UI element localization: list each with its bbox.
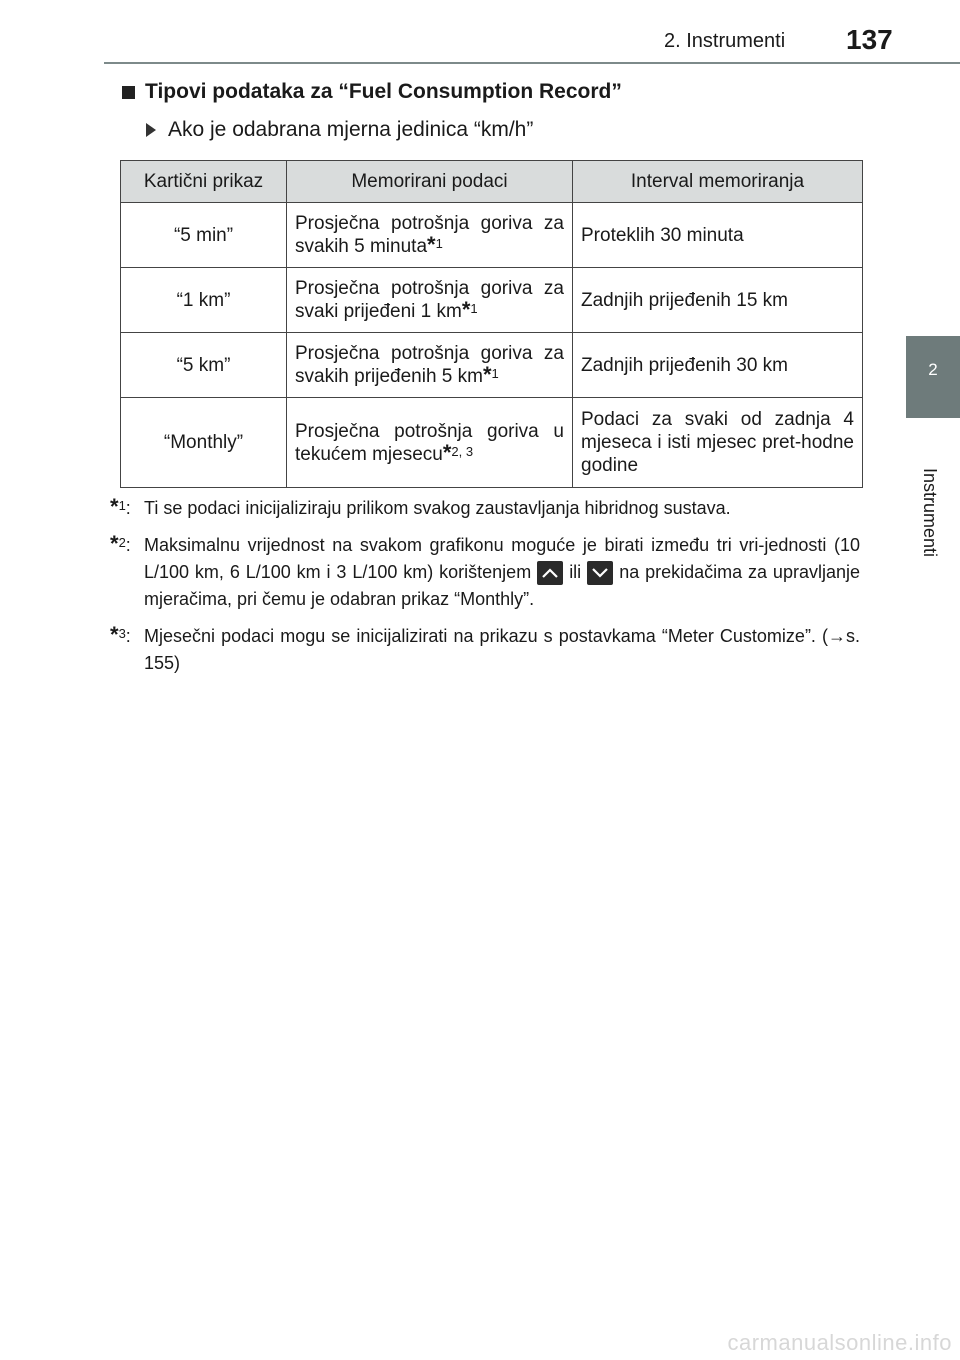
display-cell: “1 km” xyxy=(121,268,287,333)
footnote xyxy=(110,623,860,677)
subsection-heading-text: Ako je odabrana mjerna jedinica “km/h” xyxy=(168,118,534,141)
display-cell: “5 min” xyxy=(121,203,287,268)
table-row xyxy=(121,203,863,268)
table-row xyxy=(121,398,863,488)
stored-data-text: Prosječna potrošnja goriva za svakih 5 minuta xyxy=(295,213,564,257)
footnote-ref: 1 xyxy=(470,301,478,316)
footnote-ref: 1 xyxy=(435,236,443,251)
table-row xyxy=(121,333,863,398)
chapter-tab-label xyxy=(904,468,958,558)
footnote-asterisk: * xyxy=(427,232,436,257)
footnote xyxy=(110,495,860,522)
stored-data-text: Prosječna potrošnja goriva u tekućem mjesecu xyxy=(295,420,564,465)
stored-data-text: Prosječna potrošnja goriva za svaki prijeđeni 1 km xyxy=(295,278,564,322)
stored-data-cell xyxy=(287,203,573,268)
watermark-text[interactable]: carmanualsonline.info xyxy=(727,1330,952,1355)
stored-data-text: Prosječna potrošnja goriva za svakih prijeđenih 5 km xyxy=(295,343,564,387)
section-heading-text: Tipovi podataka za “Fuel Consumption Record” xyxy=(145,80,622,103)
footnote-asterisk: * xyxy=(482,362,492,387)
footer xyxy=(0,1330,960,1360)
column-header: Memorirani podaci xyxy=(287,161,573,203)
chapter-tab-label-text: Instrumenti xyxy=(920,468,940,558)
interval-cell: Zadnjih prijeđenih 30 km xyxy=(573,333,863,398)
column-header: Kartični prikaz xyxy=(121,161,287,203)
footnote-marker: *$^3$: xyxy=(110,622,131,647)
footnote-asterisk: * xyxy=(442,439,452,465)
display-cell: “5 km” xyxy=(121,333,287,398)
footnote-ref: 2, 3 xyxy=(451,443,474,459)
footnote-text: Ti se podaci inicijaliziraju prilikom svakog zaustavljanja hibridnog sustava. xyxy=(144,498,731,518)
footnote-ref: 1 xyxy=(491,366,499,381)
column-header: Interval memoriranja xyxy=(573,161,863,203)
triangle-bullet-icon xyxy=(146,123,156,137)
subsection-heading xyxy=(146,118,533,142)
interval-cell: Zadnjih prijeđenih 15 km xyxy=(573,268,863,333)
page-number: 137 xyxy=(846,24,893,55)
interval-cell: Podaci za svaki od zadnja 4 mjeseca i isti mjesec pret-hodne godine xyxy=(573,398,863,488)
footnote-text: Maksimalnu vrijednost na svakom grafikonu moguće je birati između tri vri-jednosti (10 L/100 km, 6 L/100 km i 3 L/100 km) korištenjem ili na prekidačima za upravljanje mjeračima, pri čemu je odabran prikaz “Monthly”. xyxy=(144,535,860,609)
footnote-asterisk: * xyxy=(461,297,471,322)
footnote-marker: *$^2$: xyxy=(110,531,131,556)
chevron-up-icon xyxy=(537,561,563,585)
square-bullet-icon xyxy=(122,86,135,99)
footnote-text: Mjesečni podaci mogu se inicijalizirati na prikazu s postavkama “Meter Customize”. (→s. 155) xyxy=(144,626,860,673)
footnote xyxy=(110,532,860,613)
stored-data-cell xyxy=(287,398,573,488)
fuel-record-table xyxy=(120,160,863,488)
stored-data-cell xyxy=(287,333,573,398)
section-title: 2. Instrumenti xyxy=(664,30,786,52)
chapter-tab-number: 2 xyxy=(928,360,938,379)
table-header-row xyxy=(121,161,863,203)
display-cell: “Monthly” xyxy=(121,398,287,488)
interval-cell: Proteklih 30 minuta xyxy=(573,203,863,268)
header-divider xyxy=(104,62,960,64)
chevron-down-icon xyxy=(587,561,613,585)
footnote-marker: *$^1$: xyxy=(110,494,131,519)
table-row xyxy=(121,268,863,333)
stored-data-cell xyxy=(287,268,573,333)
section-heading xyxy=(122,80,622,104)
footnotes xyxy=(110,495,860,687)
